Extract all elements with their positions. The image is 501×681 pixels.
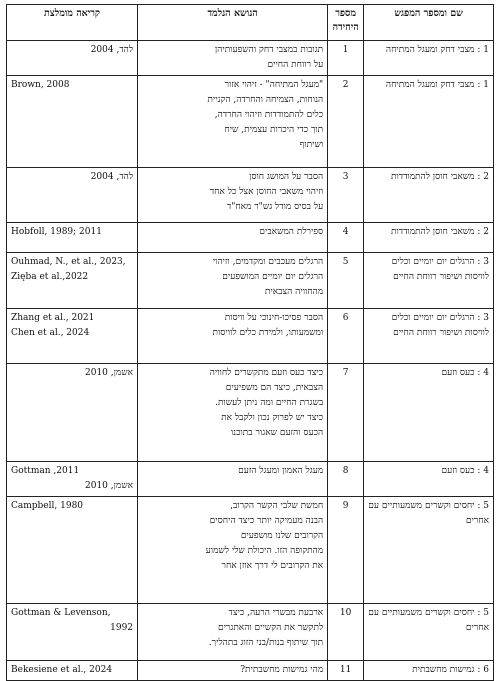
cell-reading	[7, 76, 138, 168]
cell-meeting: 3 : הרגלים יום יומיים וכלים לוויסות ושיפור רווחת החיים	[364, 253, 494, 309]
cell-reading	[7, 364, 138, 462]
reading-line: Chen et al., 2024	[11, 328, 90, 338]
cell-unit: 5	[328, 253, 364, 309]
topic-line: "מעגל המתיחה" - זיהוי אזור	[224, 80, 324, 90]
topic-line: תוך כדי היכרות עצמית, שיח	[224, 125, 324, 135]
cell-topic	[138, 661, 328, 681]
cell-unit: 4	[328, 223, 364, 253]
header-topic: הנושא הנלמד	[138, 5, 328, 41]
reading-line: Zięba et al.,2022	[11, 272, 89, 282]
cell-topic	[138, 41, 328, 76]
topic-line: ספירלת המשאבים	[259, 227, 324, 237]
topic-line: הצבאית, כיצד הם משפיעים	[225, 383, 324, 393]
topic-line: תגובות במצבי דחק והשפעותיהן	[214, 45, 324, 55]
cell-reading	[7, 253, 138, 309]
reading-line: Bekesiene et al., 2024	[11, 665, 113, 675]
reading-line: אשמן, 2010	[85, 481, 134, 491]
reading-line: Brown, 2008	[11, 80, 70, 90]
cell-topic	[138, 168, 328, 223]
curriculum-table	[6, 4, 494, 681]
cell-unit: 2	[328, 76, 364, 168]
table-row	[7, 309, 494, 364]
cell-meeting: 2 : משאבי חוסן להתמודדות	[364, 223, 494, 253]
topic-line: תוך שיתוף בנות/בני הזוג בתהליך.	[208, 638, 324, 648]
cell-unit: 11	[328, 661, 364, 681]
cell-topic	[138, 604, 328, 661]
cell-topic	[138, 462, 328, 497]
cell-meeting: 5 : יחסים וקשרים משמעותיים עם אחרים	[364, 497, 494, 604]
cell-topic	[138, 309, 328, 364]
reading-line: Campbell, 1980	[11, 501, 84, 511]
reading-line: Gottman ,2011	[11, 466, 80, 476]
table-row	[7, 462, 494, 497]
topic-line: מהחוויה הצבאית	[264, 287, 324, 297]
cell-unit: 7	[328, 364, 364, 462]
cell-reading	[7, 223, 138, 253]
table-row	[7, 253, 494, 309]
header-meeting: שם ומספר המפגש	[364, 5, 494, 41]
topic-line: בשגרת החיים ומה ניתן לעשות.	[215, 398, 324, 408]
cell-reading	[7, 462, 138, 497]
cell-topic	[138, 497, 328, 604]
cell-meeting: 6 : גמישות מחשבתית	[364, 661, 494, 681]
cell-topic	[138, 253, 328, 309]
reading-line: Ouhmad, N., et al., 2023,	[11, 257, 126, 267]
reading-line: 1992	[110, 623, 134, 633]
cell-reading	[7, 661, 138, 681]
topic-line: כיצד כעס וזעם מתקשרים לחוויה	[209, 368, 324, 378]
cell-topic	[138, 223, 328, 253]
cell-topic	[138, 76, 328, 168]
cell-meeting: 3 : הרגלים יום יומיים וכלים לוויסות ושיפור רווחת החיים	[364, 309, 494, 364]
cell-meeting: 4 : כעס וזעם	[364, 364, 494, 462]
cell-reading	[7, 41, 138, 76]
reading-line: אשמן, 2010	[85, 368, 134, 378]
topic-line: כלים להתמודדות וזיהוי החרדה,	[214, 110, 324, 120]
topic-line: ושיתוף	[299, 140, 324, 150]
cell-reading	[7, 604, 138, 661]
cell-unit: 6	[328, 309, 364, 364]
topic-line: הסבר על המושג חוסן	[249, 172, 324, 182]
table-row	[7, 168, 494, 223]
header-unit-line2: היחידה	[332, 22, 359, 33]
reading-line: להד, 2004	[90, 45, 134, 55]
topic-line: הכעס והזעם שאגור בתוכנו	[230, 428, 324, 438]
reading-line: Zhang et al., 2021	[11, 313, 95, 323]
cell-unit: 3	[328, 168, 364, 223]
topic-line: ארבעת מבשרי הרעה, כיצד	[228, 608, 324, 618]
reading-line: להד, 2004	[90, 172, 134, 182]
cell-reading	[7, 497, 138, 604]
header-unit-line1: מספר	[335, 8, 357, 19]
cell-meeting: 2 : משאבי חוסן להתמודדות	[364, 168, 494, 223]
reading-line: Hobfoll, 1989; 2011	[11, 227, 102, 237]
header-row	[7, 5, 494, 41]
cell-unit: 10	[328, 604, 364, 661]
table-row	[7, 661, 494, 681]
cell-unit: 9	[328, 497, 364, 604]
table-row	[7, 604, 494, 661]
topic-line: לתקשר את הקשיים והאתגרים	[217, 623, 324, 633]
table-row	[7, 76, 494, 168]
topic-line: הנוחות, הצמיחה והחרדה, הקניית	[207, 95, 324, 105]
reading-line: Gottman & Levenson,	[11, 608, 111, 618]
topic-line: וזיהוי משאבי החוסן אצל כל אחד	[209, 187, 324, 197]
table-row	[7, 497, 494, 604]
topic-line: את הקרובים לי דרך אוזן אחר	[221, 561, 324, 571]
cell-reading	[7, 309, 138, 364]
cell-reading	[7, 168, 138, 223]
topic-line: חמשת שלבי הקשר הקרוב,	[230, 501, 324, 511]
header-unit	[328, 5, 364, 41]
topic-line: על רווחת החיים	[267, 60, 324, 70]
topic-line: מעגל האמון ומעגל הזעם	[238, 466, 324, 476]
topic-line: הקרובים שלנו מושפעים	[240, 531, 324, 541]
cell-unit: 8	[328, 462, 364, 497]
table-row	[7, 364, 494, 462]
table-row	[7, 41, 494, 76]
topic-line: הסבר פסיכו-חינוכי על וויסות	[224, 313, 324, 323]
topic-line: הרגלים יום יומיים המושפעים	[222, 272, 324, 282]
header-reading: קריאה מומלצת	[7, 5, 138, 41]
topic-line: ומשמעותו, ולמידת כלים לוויסות	[212, 328, 324, 338]
cell-meeting: 5 : יחסים וקשרים משמעותיים עם אחרים	[364, 604, 494, 661]
topic-line: כיצד יש לפרוק נכון ולקבל את	[221, 413, 324, 423]
topic-line: על בסיס מודל גש"ר מאח"ד	[226, 202, 324, 212]
topic-line: הרגלים מעכבים ומקדמים, וזיהוי	[212, 257, 324, 267]
cell-meeting: 1 : מצבי דחק ומעגל המתיחה	[364, 76, 494, 168]
cell-topic	[138, 364, 328, 462]
topic-line: הבנה מעמיקה יותר כיצד היחסים	[209, 516, 324, 526]
cell-unit: 1	[328, 41, 364, 76]
topic-line: מהתקופה הזו. היכולת שלי לשמוע	[205, 546, 324, 556]
cell-meeting: 1 : מצבי דחק ומעגל המתיחה	[364, 41, 494, 76]
table-row	[7, 223, 494, 253]
cell-meeting: 4 : כעס וזעם	[364, 462, 494, 497]
topic-line: מהי גמישות מחשבתית?	[240, 665, 324, 675]
